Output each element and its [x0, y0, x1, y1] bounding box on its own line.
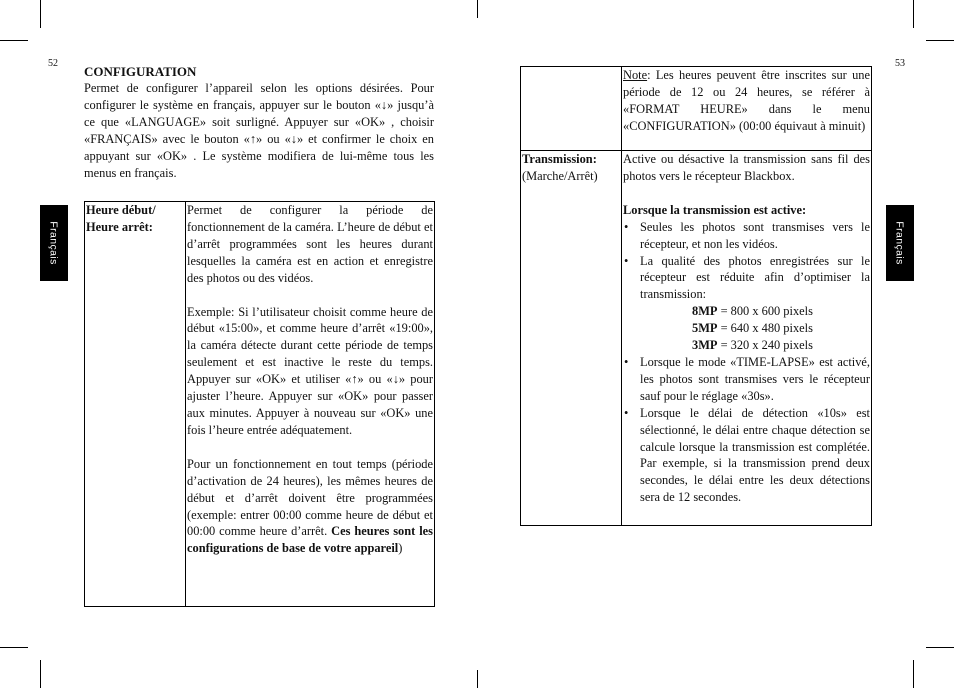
language-tab-label: Français [48, 221, 60, 265]
transmission-description: Active ou désactive la transmission sans fil des photos vers le récepteur Blackbox. [623, 152, 870, 183]
note-label-cell [521, 67, 622, 151]
note-text: : Les heures peuvent être inscrites sur une période de 12 ou 24 heures, se référer à «FORMAT HEURE» dans le menu «CONFIGURATION» (00:00 équivaut à minuit) [623, 68, 870, 133]
start-stop-description: Permet de configurer la période de fonctionnement de la caméra. L’heure de début et d’arrêt programmées sont les heures durant lesquelles la caméra est en action et enregistre des photos ou des vidéos. [187, 203, 433, 285]
section-intro: Permet de configurer l’appareil selon les options désirées. Pour configurer le système en français, appuyer sur le bouton «↓» jusqu’à ce que «LANGUAGE» soit surligné. Appuyer sur «OK» , choisir «FRANÇAIS» avec le bouton «↑» ou «↓» et confirmer le choix en appuyant sur «OK» . Le système modifiera de lui-même tous les menus en français. [84, 81, 434, 180]
language-tab-left [40, 205, 68, 281]
start-stop-label-cell [85, 202, 186, 607]
transmission-table [520, 66, 872, 526]
resolution-line: 3MP = 320 x 240 pixels [692, 338, 813, 353]
transmission-description-cell [622, 151, 872, 526]
start-time-label: Heure début/ [86, 203, 156, 217]
crop-mark [926, 40, 954, 41]
resolution-line: 5MP = 640 x 480 pixels [692, 321, 813, 336]
page-number-right: 53 [895, 58, 905, 69]
language-tab-label: Français [894, 221, 906, 265]
transmission-label: Transmission: [522, 152, 597, 166]
start-stop-time-table [84, 201, 435, 607]
configuration-section [84, 64, 434, 181]
start-stop-24h-note: Pour un fonctionnement en tout temps (période d’activation de 24 heures), les mêmes heures de début et d’arrêt doivent être programmées (exemple: entrer 00:00 comme heure de début et 00:00 comme heure d’arrêt. Ces heures sont les configurations de base de votre appareil) [187, 456, 433, 556]
transmission-sublabel: (Marche/Arrêt) [522, 168, 598, 183]
crop-mark [926, 647, 954, 648]
list-item: • Lorsque le délai de détection «10s» est sélectionné, le délai entre chaque détection se calcule lorsque la transmission est complétée. Par exemple, si la transmission prend deux secondes, le délai entre les deux détections sera de 12 secondes. [623, 405, 870, 506]
crop-mark [913, 0, 914, 28]
crop-mark [477, 670, 478, 688]
note-label: Note [623, 68, 648, 82]
crop-mark [40, 660, 41, 688]
start-stop-example: Exemple: Si l’utilisateur choisit comme heure de début «15:00», et comme heure d’arrêt «19:00», la caméra détecte durant cette période de temps seulement et est inactive le reste du temps. Appuyer sur «OK» et utiliser «↑» ou «↓» pour ajuster l’heure. Appuyer sur «OK» pour passer aux minutes. Appuyer à nouveau sur «OK» une fois l’heure entrée adéquatement. [187, 304, 433, 437]
page-number-left: 52 [48, 58, 58, 69]
default-settings-note: Ces heures sont les configurations de base de votre appareil [187, 524, 433, 556]
note-cell [622, 67, 872, 151]
start-stop-description-cell [186, 202, 435, 607]
transmission-bullet-list [623, 219, 870, 506]
section-title: CONFIGURATION [84, 64, 197, 79]
stop-time-label: Heure arrêt: [86, 219, 153, 234]
list-item: • Seules les photos sont transmises vers le récepteur, et non les vidéos. [623, 219, 870, 253]
crop-mark [40, 0, 41, 28]
transmission-label-cell [521, 151, 622, 526]
list-item: • La qualité des photos enregistrées sur le récepteur est réduite afin d’optimiser la transmission: 8MP = 800 x 600 pixels 5MP = 640 x 480 pixels 3MP = 320 x 240 pixels [623, 253, 870, 354]
list-item: • Lorsque le mode «TIME-LAPSE» est activé, les photos sont transmises vers le récepteur sauf pour le réglage «30s». [623, 354, 870, 405]
language-tab-right [886, 205, 914, 281]
transmission-active-heading: Lorsque la transmission est active: [623, 202, 807, 217]
crop-mark [0, 40, 28, 41]
resolution-line: 8MP = 800 x 600 pixels [692, 304, 813, 319]
start-stop-24h-text: Pour un fonctionnement en tout temps (période d’activation de 24 heures), les mêmes heures de début et d’arrêt doivent être programmées (exemple: entrer 00:00 comme heure de début et 00:00 comme heure d’arrêt. [187, 456, 433, 539]
crop-mark [0, 647, 28, 648]
crop-mark [477, 0, 478, 18]
crop-mark [913, 660, 914, 688]
